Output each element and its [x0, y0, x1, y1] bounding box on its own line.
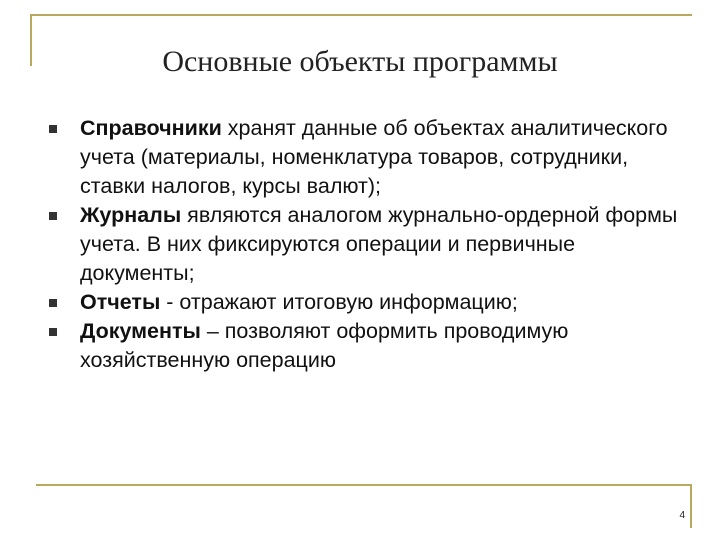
bullet-item-journals: [47, 201, 687, 288]
slide-title: Основные объекты программы: [162, 45, 558, 78]
page-number: 4: [679, 510, 685, 521]
bullet-text: - отражают итоговую информацию;: [160, 290, 518, 314]
bullet-term: Документы: [80, 319, 201, 343]
frame-bottom-line: [36, 484, 692, 486]
bullet-item-reports: [47, 288, 687, 317]
bullet-term: Справочники: [80, 116, 222, 140]
frame-right-line: [690, 484, 692, 528]
frame-top-line: [30, 14, 692, 16]
bullet-text: – позволяют оформить проводимую хозяйственную операцию: [80, 319, 569, 372]
square-bullet-icon: [49, 125, 57, 133]
square-bullet-icon: [49, 212, 57, 220]
bullet-list: [47, 114, 687, 375]
bullet-item-documents: [47, 317, 687, 375]
bullet-text: хранят данные об объектах аналитического учета (материалы, номенклатура товаров, сотрудники, ставки налогов, курсы валют);: [80, 116, 668, 198]
bullet-term: Отчеты: [80, 290, 161, 314]
bullet-item-reference-books: [47, 114, 687, 201]
bullet-term: Журналы: [80, 203, 182, 227]
square-bullet-icon: [49, 299, 57, 307]
square-bullet-icon: [49, 328, 57, 336]
bullet-text: являются аналогом журнально-ордерной формы учета. В них фиксируются операции и первичные документы;: [80, 203, 678, 285]
